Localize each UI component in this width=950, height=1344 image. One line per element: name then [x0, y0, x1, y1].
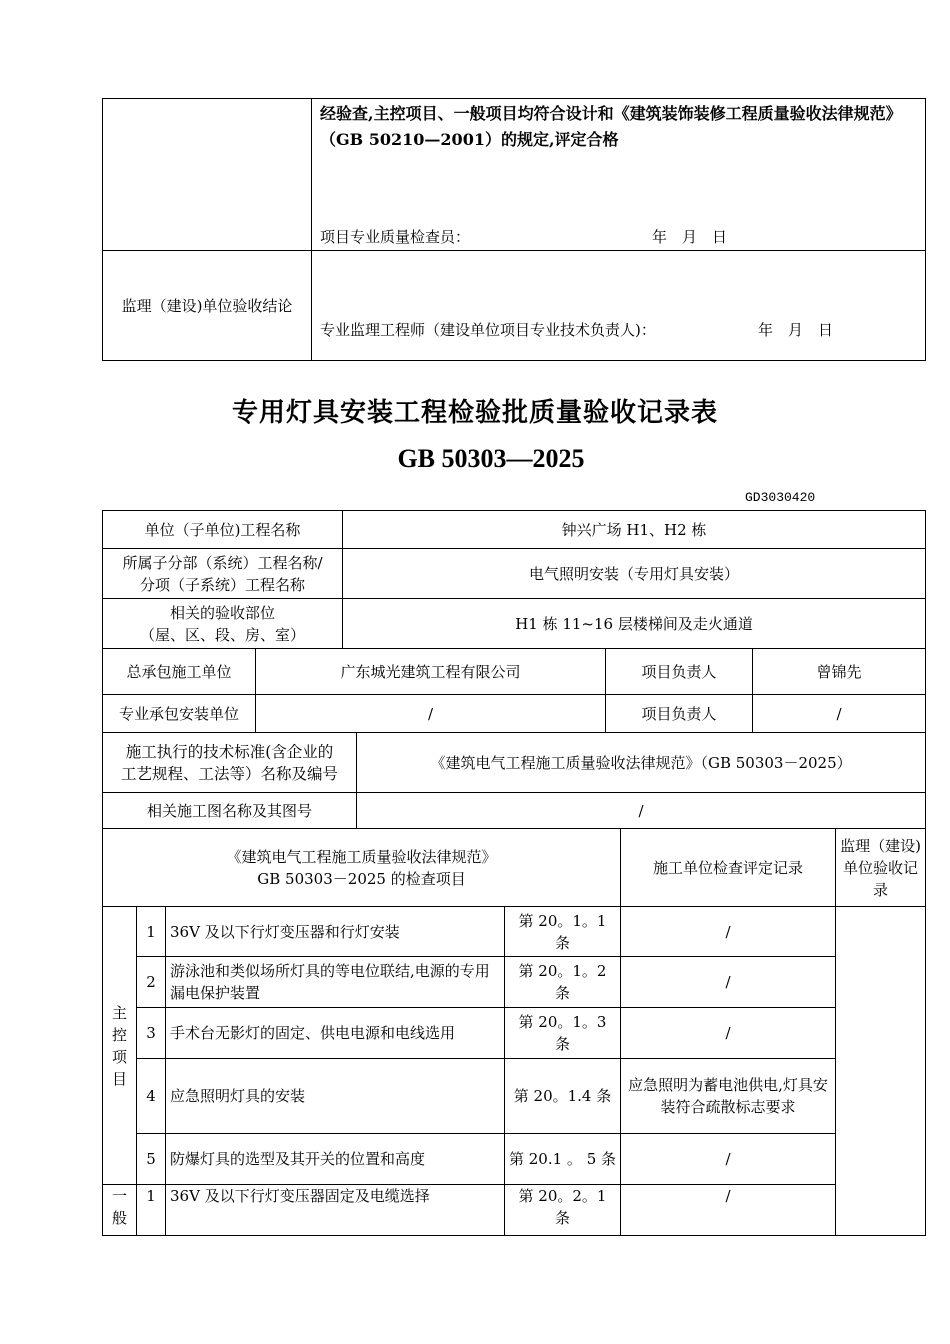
location-label-line1: 相关的验收部位 [170, 603, 276, 622]
item-clause: 第 20。1。2 条 [505, 957, 621, 1008]
item-description: 36V 及以下行灯变压器和行灯安装 [166, 907, 505, 957]
location-label-line2: （屋、区、段、房、室） [140, 625, 306, 644]
division-label-line1: 所属子分部（系统）工程名称/ [122, 553, 323, 572]
sub-contractor-value: / [256, 695, 606, 733]
contractor-value: 广东城光建筑工程有限公司 [256, 649, 606, 695]
contractor-label: 总承包施工单位 [103, 649, 256, 695]
tech-standard-label [103, 733, 357, 793]
conclusion-line1: 经验查,主控项目、一般项目均符合设计和《建筑装饰装修工程质量验收法律规范》 [320, 104, 902, 123]
unit-name-value: 钟兴广场 H1、H2 栋 [343, 511, 926, 549]
pm-value: 曾锦先 [753, 649, 926, 695]
item-record: / [621, 1134, 836, 1185]
item-record: / [621, 1185, 836, 1236]
engineer-date: 年 月 日 [758, 321, 834, 339]
item-clause: 第 20。1。3 条 [505, 1008, 621, 1059]
supervision-label: 监理（建设)单位验收结论 [103, 251, 312, 361]
drawing-label: 相关施工图名称及其图号 [103, 793, 357, 829]
tech-standard-label-line2: 工艺规程、工法等）名称及编号 [121, 764, 339, 783]
item-description: 应急照明灯具的安装 [166, 1059, 505, 1134]
general-items-label-text: 一般 [111, 1187, 127, 1227]
item-record: / [621, 1008, 836, 1059]
main-items-label-text: 主控项目 [111, 1003, 127, 1088]
construction-record-header: 施工单位检查评定记录 [621, 829, 836, 907]
main-items-label [103, 907, 137, 1185]
supervision-record-header: 监理（建设)单位验收记录 [836, 829, 926, 907]
item-clause: 第 20。1.4 条 [505, 1059, 621, 1134]
division-label [103, 549, 343, 599]
page-title: 专用灯具安装工程检验批质量验收记录表 [231, 398, 718, 428]
drawing-value: / [357, 793, 926, 829]
standard-number: GB 50303—2025 [397, 444, 585, 473]
item-no: 4 [137, 1059, 166, 1134]
inspector-date: 年 月 日 [652, 228, 728, 246]
item-clause: 第 20。1。1 条 [505, 907, 621, 957]
location-label [103, 599, 343, 649]
engineer-label: 专业监理工程师（建设单位项目专业技术负责人)： [320, 321, 656, 339]
item-no: 2 [137, 957, 166, 1008]
tech-standard-value: 《建筑电气工程施工质量验收法律规范》（GB 50303－2025） [357, 733, 926, 793]
form-code: GD3030420 [745, 490, 816, 505]
supervision-conclusion-cell [312, 251, 926, 361]
division-label-line2: 分项（子系统）工程名称 [140, 575, 306, 594]
item-description: 防爆灯具的选型及其开关的位置和高度 [166, 1134, 505, 1185]
sub-pm-label: 项目负责人 [606, 695, 753, 733]
item-no: 3 [137, 1008, 166, 1059]
item-clause: 第 20.1 。 5 条 [505, 1134, 621, 1185]
check-items-header [103, 829, 621, 907]
general-items-label [103, 1185, 137, 1236]
sub-pm-value: / [753, 695, 926, 733]
supervision-record-cell [836, 907, 926, 1236]
item-no: 1 [137, 907, 166, 957]
construction-conclusion-cell [312, 99, 926, 251]
location-value: H1 栋 11~16 层楼梯间及走火通道 [343, 599, 926, 649]
item-clause: 第 20。2。1 条 [505, 1185, 621, 1236]
item-no: 5 [137, 1134, 166, 1185]
info-table [102, 510, 926, 829]
check-items-header-line2: GB 50303－2025 的检查项目 [257, 869, 466, 888]
check-items-table [102, 828, 926, 1236]
conclusion-line2: （GB 50210—2001）的规定,评定合格 [320, 130, 619, 149]
item-record: 应急照明为蓄电池供电,灯具安装符合疏散标志要求 [621, 1059, 836, 1134]
division-value: 电气照明安装（专用灯具安装） [343, 549, 926, 599]
item-description: 36V 及以下行灯变压器固定及电缆选择 [166, 1185, 505, 1236]
item-description: 手术台无影灯的固定、供电电源和电线选用 [166, 1008, 505, 1059]
unit-name-label: 单位（子单位)工程名称 [103, 511, 343, 549]
item-record: / [621, 957, 836, 1008]
inspector-label: 项目专业质量检查员： [320, 228, 471, 246]
empty-label-cell [103, 99, 312, 251]
tech-standard-label-line1: 施工执行的技术标准(含企业的 [125, 742, 334, 761]
acceptance-conclusion-table [102, 98, 926, 361]
pm-label: 项目负责人 [606, 649, 753, 695]
check-items-header-line1: 《建筑电气工程施工质量验收法律规范》 [226, 847, 497, 866]
item-no: 1 [137, 1185, 166, 1236]
item-description: 游泳池和类似场所灯具的等电位联结,电源的专用漏电保护装置 [166, 957, 505, 1008]
sub-contractor-label: 专业承包安装单位 [103, 695, 256, 733]
item-record: / [621, 907, 836, 957]
